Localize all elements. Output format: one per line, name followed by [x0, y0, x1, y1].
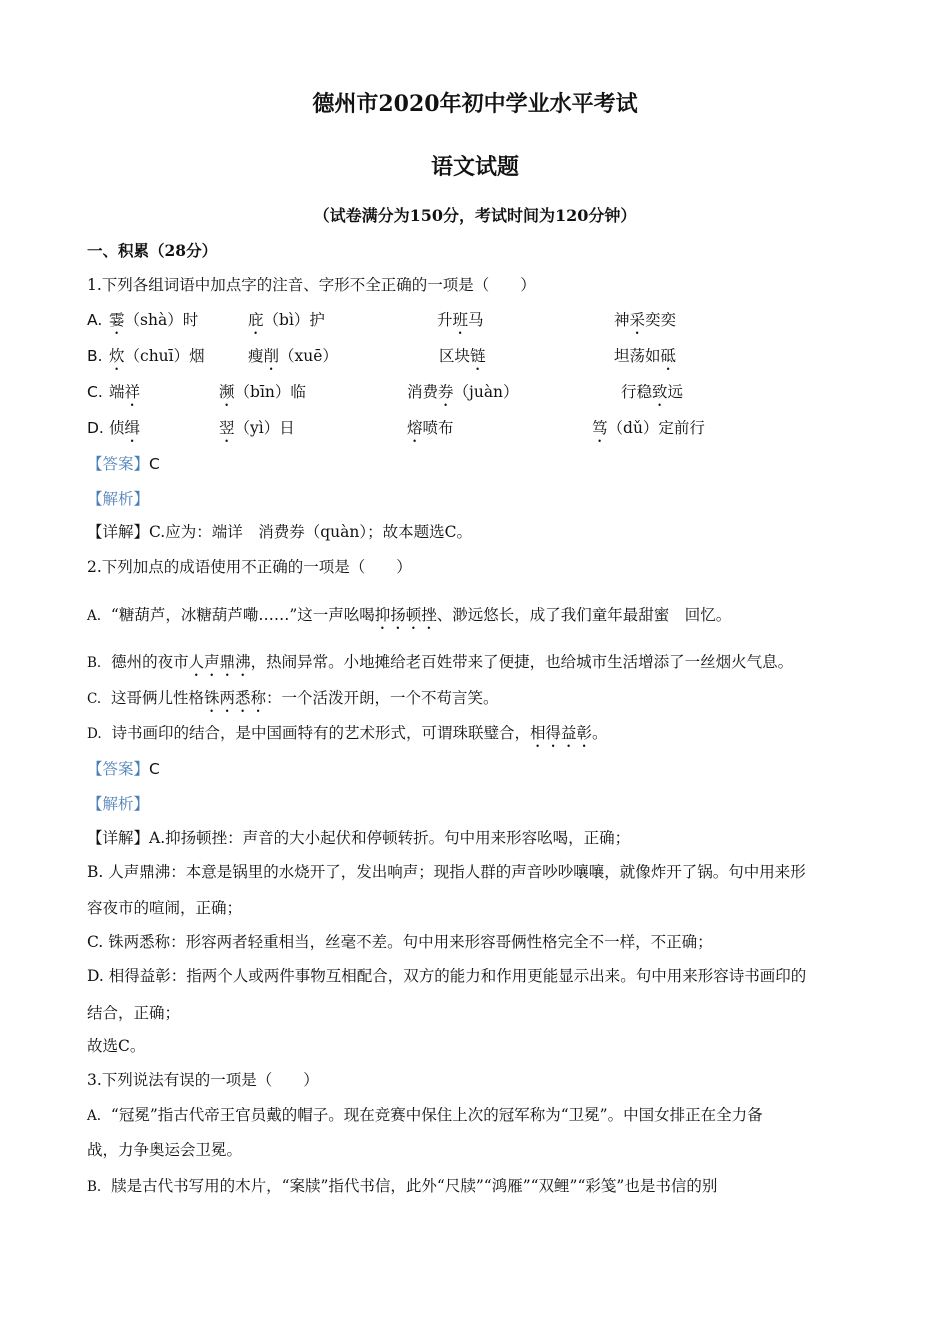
section-heading: 一、积累（28分） [87, 241, 218, 260]
question-3-option-a-line2: 战，力争奥运会卫冕。 [87, 1141, 243, 1159]
exam-note: （试卷满分为150分，考试时间为120分钟） [313, 206, 637, 225]
option-item: 升班马 [437, 311, 484, 329]
option-item: 坦荡如砥 [614, 347, 677, 365]
option-item: 翌（yì）日 [219, 419, 295, 437]
question-2-detail-line: 容夜市的喧闹，正确； [87, 899, 243, 917]
question-2-option-c: C. 这哥俩儿性格铢两悉称：一个活泼开朗，一个不苟言笑。 [87, 689, 499, 707]
option-item: 熔喷布 [407, 419, 454, 437]
question-1-stem: 1.下列各组词语中加点字的注音、字形不全正确的一项是（ ） [87, 276, 536, 294]
option-item: 庇（bì）护 [248, 311, 325, 329]
option-letter: D. [87, 419, 104, 437]
question-3-stem: 3.下列说法有误的一项是（ ） [87, 1071, 319, 1089]
option-item: 侦缉 [109, 419, 141, 437]
question-2-stem: 2.下列加点的成语使用不正确的一项是（ ） [87, 558, 412, 576]
exam-title: 德州市2020年初中学业水平考试 [312, 91, 638, 117]
option-item: 消费券（juàn） [407, 383, 519, 401]
option-item: 神采奕奕 [614, 311, 677, 329]
option-item: 瘦削（xuē） [248, 347, 338, 365]
question-2-option-a: A. “糖葫芦，冰糖葫芦嘞……”这一声吆喝抑扬顿挫、渺远悠长，成了我们童年最甜蜜 回忆。 [87, 606, 732, 624]
option-letter: A. [87, 311, 103, 329]
option-letter: C. [87, 383, 103, 401]
question-2-detail-line: B. 人声鼎沸：本意是锅里的水烧开了，发出响声；现指人群的声音吵吵嚷嚷，就像炸开了锅。句中用来形 [87, 863, 806, 881]
option-item: 霎（shà）时 [109, 311, 199, 329]
question-2-analysis-label: 【解析】 [87, 795, 150, 813]
option-item: 行稳致远 [621, 383, 684, 401]
subject-title: 语文试题 [430, 154, 519, 180]
question-2-detail-line: D. 相得益彰：指两个人或两件事物互相配合，双方的能力和作用更能显示出来。句中用来形容诗书画印的 [87, 967, 807, 985]
question-2-detail-line: 故选C。 [87, 1037, 146, 1055]
question-2-option-b: B. 德州的夜市人声鼎沸，热闹异常。小地摊给老百姓带来了便捷，也给城市生活增添了一丝烟火气息。 [87, 653, 794, 671]
question-2-option-d: D. 诗书画印的结合，是中国画特有的艺术形式，可谓珠联璧合，相得益彰。 [87, 724, 608, 742]
option-item: 笃（dǔ）定前行 [592, 419, 705, 437]
question-1-detail: 【详解】C.应为：端详 消费券（quàn）；故本题选C。 [87, 523, 472, 541]
question-2-detail-line: C. 铢两悉称：形容两者轻重相当，丝毫不差。句中用来形容哥俩性格完全不一样，不正确； [87, 933, 713, 951]
question-1-answer: 【答案】C [87, 455, 160, 473]
question-3-option-a-line1: A. “冠冕”指古代帝王官员戴的帽子。现在竞赛中保住上次的冠军称为“卫冕”。中国女排正在全力备 [87, 1106, 763, 1124]
question-3-option-b-line1: B. 牍是古代书写用的木片，“案牍”指代书信，此外“尺牍”“鸿雁”“双鲤”“彩笺”也是书信的别 [87, 1177, 718, 1195]
question-1-analysis-label: 【解析】 [87, 490, 150, 508]
option-item: 区块链 [439, 347, 486, 365]
option-letter: B. [87, 347, 103, 365]
question-2-answer: 【答案】C [87, 760, 160, 778]
option-item: 炊（chuī）烟 [109, 347, 205, 365]
option-item: 濒（bīn）临 [219, 383, 306, 401]
question-2-detail-line: 结合，正确； [87, 1004, 181, 1022]
question-2-detail-line: 【详解】A.抑扬顿挫：声音的大小起伏和停顿转折。句中用来形容吆喝，正确； [87, 829, 631, 847]
option-item: 端祥 [109, 383, 141, 401]
